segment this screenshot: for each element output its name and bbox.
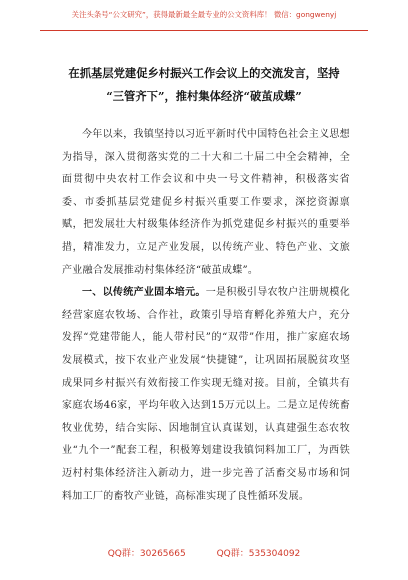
section-1-heading: 一、以传统产业固本培元。	[82, 287, 206, 299]
section-1-paragraph	[62, 282, 350, 508]
contact-footer	[0, 546, 408, 559]
document-title	[44, 62, 364, 108]
qq-group-2: QQ群：535304092	[216, 549, 301, 559]
qq-group-1: QQ群：30265665	[107, 549, 186, 559]
section-1-text: 一是积极引导农牧户注册规模化经营家庭农牧场、合作社，政策引导培育孵化养殖大户，充分发挥“党建带能人，能人带村民”的“双带”作用，推广家庭农场发展模式，按下农业产业发展“快捷键”，让巩固拓展脱贫攻坚成果同乡村振兴有效衔接工作实现无缝对接。目前，全镇共有家庭农场46家，平均年收入达到15万元以上。二是立足传统畜牧业优势，结合实际、因地制宜认真谋划，认真建强生态农牧业“九个一”配套工程，积极筹划建设我镇饲料加工厂，为西铁迈村村集体经济注入新动力，进一步完善了活畜交易市场和饲料加工厂的畜牧产业链，高标准实现了良性循环发展。	[62, 287, 351, 502]
document-body	[62, 124, 350, 508]
header-divider	[40, 30, 368, 31]
title-line-2: “三管齐下”，推村集体经济“破茧成蝶”	[106, 89, 302, 103]
intro-paragraph: 今年以来，我镇坚持以习近平新时代中国特色社会主义思想为指导，深入贯彻落实党的二十大和二十届二中全会精神，全面贯彻中央农村工作会议和中央一号文件精神，积极落实省委、市委抓基层党建促乡村振兴重要工作要求，深挖资源禀赋，把发展壮大村级集体经济作为抓党建促乡村振兴的重要举措，精准发力，立足产业发展，以传统产业、特色产业、文旅产业融合发展推动村集体经济“破茧成蝶”。	[62, 129, 350, 276]
title-line-1: 在抓基层党建促乡村振兴工作会议上的交流发言，坚持	[68, 66, 340, 80]
promo-header: 关注头条号“公文研究”，获得最新最全最专业的公文资料库！ 微信：gongwenyj	[71, 10, 337, 19]
